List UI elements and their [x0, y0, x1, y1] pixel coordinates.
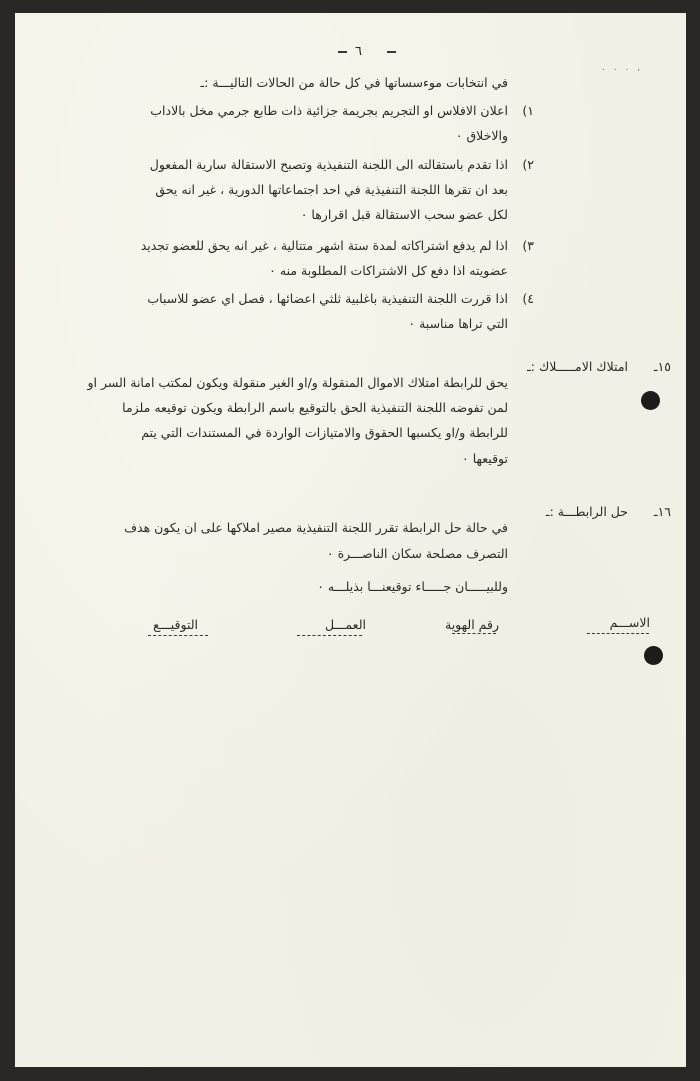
punch-hole-bottom [644, 646, 663, 665]
section-16-line-2: التصرف مصلحة سكان الناصـــرة ٠ [326, 546, 508, 561]
condition-3-line-1: اذا لم يدفع اشتراكاته لمدة ستة اشهر متتالية ، غير انه يحق للعضو تجديد [140, 238, 508, 253]
section-15-number: ١٥ـ [653, 359, 671, 374]
signature-field-id-line[interactable] [452, 633, 496, 634]
signature-field-signature-label: التوقيـــع [153, 617, 198, 632]
section-16-title: حل الرابطـــة :ـ [545, 504, 628, 519]
condition-2-line-1: اذا تقدم باستقالته الى اللجنة التنفيذية وتصبح الاستقالة سارية المفعول [149, 157, 508, 172]
condition-4-number: ٤) [522, 291, 534, 306]
condition-3-line-2: عضويته اذا دفع كل الاشتراكات المطلوبة منه ٠ [269, 263, 508, 278]
signature-field-name-label: الاســـم [609, 615, 650, 630]
section-15-line-1: يحق للرابطة امتلاك الاموال المنقولة و/او الغير منقولة ويكون لمكتب امانة السر او [87, 375, 508, 390]
closing-line: وللبيـــــان جـــــاء توقيعنـــا بذيلـــه ٠ [317, 579, 508, 594]
signature-field-signature-line[interactable] [148, 635, 208, 636]
condition-4-line-1: اذا قررت اللجنة التنفيذية باغلبية ثلثي اعضائها ، فصل اي عضو للاسباب [147, 291, 508, 306]
page-number-dash-right [387, 51, 396, 53]
condition-2-line-3: لكل عضو سحب الاستقالة قبل اقرارها ٠ [300, 207, 508, 222]
section-15-line-4: توقيعها ٠ [462, 451, 508, 466]
signature-field-id-label: رقم الهوية [445, 617, 499, 632]
condition-3-number: ٣) [522, 238, 534, 253]
section-15-title: امتلاك الامـــــلاك :ـ [527, 359, 628, 374]
section-16-line-1: في حالة حل الرابطة تقرر اللجنة التنفيذية مصير املاكها على ان يكون هدف [124, 520, 508, 535]
page-number-dash-left [338, 51, 347, 53]
condition-1-line-1: اعلان الافلاس او التجريم بجريمة جزائية ذات طابع جرمي مخل بالاداب [150, 103, 508, 118]
condition-1-line-2: والاخلاق ٠ [455, 128, 508, 143]
intro-line: في انتخابات موءسساتها في كل حالة من الحالات التاليـــة :ـ [200, 75, 508, 90]
condition-1-number: ١) [522, 103, 534, 118]
condition-2-number: ٢) [522, 157, 534, 172]
section-15-line-2: لمن تفوضه اللجنة التنفيذية الحق بالتوقيع باسم الرابطة ويكون توقيعه ملزما [122, 400, 508, 415]
stray-marks: . . . , [602, 63, 644, 73]
section-15-line-3: للرابطة و/او يكسبها الحقوق والامتيازات الواردة في المستندات التي يتم [141, 425, 508, 440]
condition-2-line-2: بعد ان تقرها اللجنة التنفيذية في احد اجتماعاتها الدورية ، غير انه يحق [155, 182, 508, 197]
section-16-number: ١٦ـ [653, 504, 671, 519]
condition-4-line-2: التي تراها مناسبة ٠ [408, 316, 508, 331]
signature-field-occupation-label: العمـــل [325, 617, 366, 632]
signature-field-name-line[interactable] [587, 633, 649, 634]
page-number: ٦ [355, 44, 362, 59]
punch-hole-top [641, 391, 660, 410]
document-page [15, 13, 686, 1067]
signature-field-occupation-line[interactable] [297, 635, 362, 636]
